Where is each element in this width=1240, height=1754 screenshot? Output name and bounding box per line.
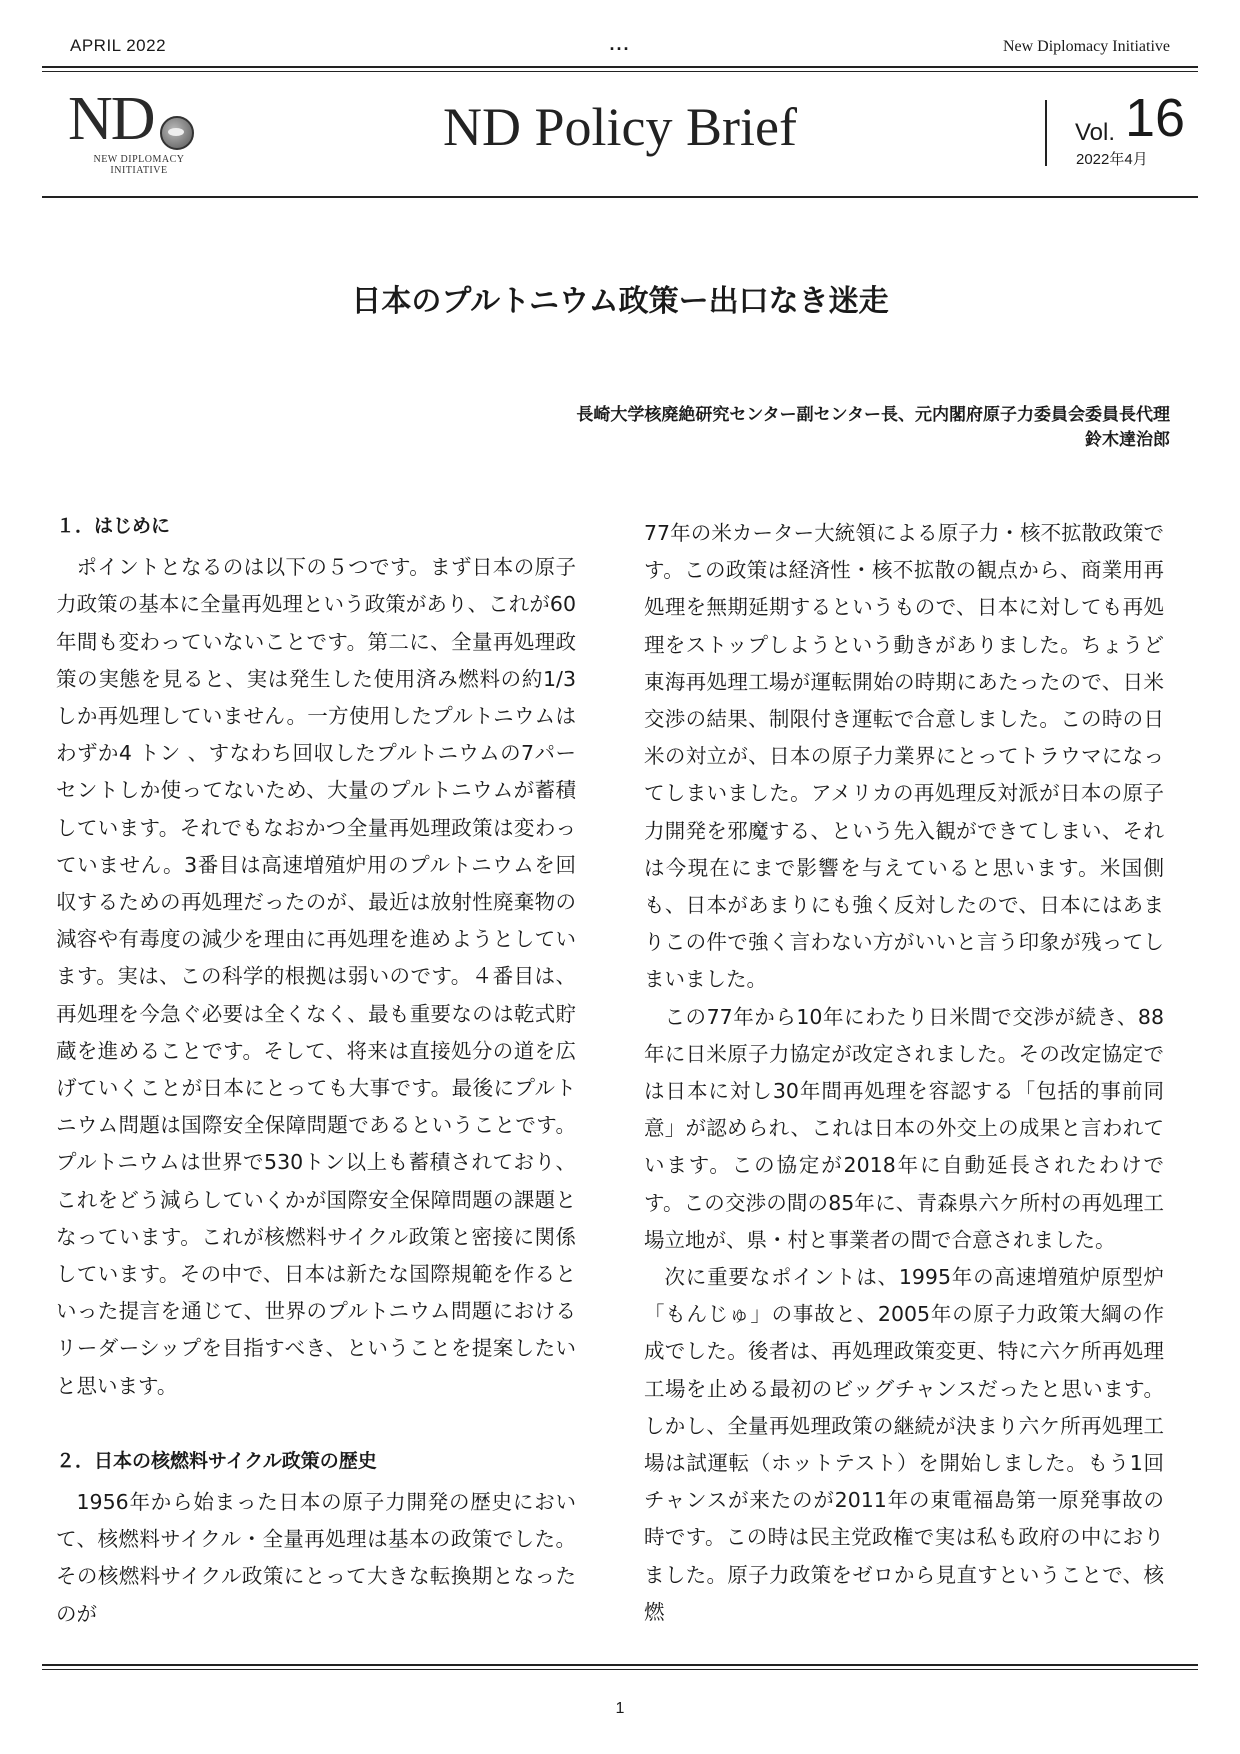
footer-rule <box>42 1664 1198 1666</box>
article-title: 日本のプルトニウム政策ー出口なき迷走 <box>351 284 889 319</box>
masthead-title: ND Policy Brief <box>443 97 797 157</box>
author-affiliation: 長崎大学核廃絶研究センター副センター長、元内閣府原子力委員会委員長代理 <box>576 405 1170 425</box>
nd-logo <box>60 85 210 183</box>
paragraph: この77年から10年にわたり日米間で交渉が続き、88年に日米原子力協定が改定されました。その改定協定では日本に対し30年間再処理を容認する「包括的事前同意」が認められ、これは日本の外交上の成果と言われています。この協定が2018年に自動延長されたわけです。この交渉の間の85年に、青森県六ケ所村の再処理工場立地が、県・村と事業者の間で合意されました。 <box>644 1004 1164 1252</box>
author-name: 鈴木達治郎 <box>1085 430 1170 450</box>
globe-icon <box>160 116 194 150</box>
paragraph: 次に重要なポイントは、1995年の高速増殖炉原型炉「もんじゅ」の事故と、2005年の原子力政策大綱の作成でした。後者は、再処理政策変更、特に六ケ所再処理工場を止める最初のビッグチャンスだったと思います。しかし、全量再処理政策の継続が決まり六ケ所再処理工場は試運転（ホットテスト）を開始しました。もう1回チャンスが来たのが2011年の東電福島第一原発事故の時です。この時は民主党政権で実は私も政府の中におりました。原子力政策をゼロから見直すということで、核燃 <box>644 1265 1164 1624</box>
volume-label: Vol. <box>1075 119 1116 146</box>
volume-number: 16 <box>1125 88 1186 148</box>
volume-date: 2022年4月 <box>1076 151 1148 168</box>
section-heading-history: ２．日本の核燃料サイクル政策の歴史 <box>56 1449 377 1472</box>
paragraph: 77年の米カーター大統領による原子力・核不拡散政策です。この政策は経済性・核不拡散の観点から、商業用再処理を無期延期するというもので、日本に対しても再処理をストップしようという動きがありました。ちょうど東海再処理工場が運転開始の時期にあたったので、日米交渉の結果、制限付き運転で合意しました。この時の日米の対立が、日本の原子力業界にとってトラウマになってしまいました。アメリカの再処理反対派が日本の原子力開発を邪魔する、という先入観ができてしまい、それは今現在にまで影響を与えていると思います。米国側も、日本があまりにも強く反対したので、日本にはあまりこの件で強く言わない方がいいと言う印象が残ってしまいました。 <box>644 521 1164 992</box>
paragraph: 1956年から始まった日本の原子力開発の歴史において、核燃料サイクル・全量再処理は基本の政策でした。その核燃料サイクル政策にとって大きな転換期となったのが <box>56 1490 576 1626</box>
footer-rule-thin <box>42 1669 1198 1670</box>
header-rule <box>42 66 1198 68</box>
section-heading-intro: １．はじめに <box>56 515 171 537</box>
left-column <box>56 508 576 1633</box>
header-rule-thin <box>42 71 1198 72</box>
logo-mark: ND <box>68 85 154 153</box>
paragraph: ポイントとなるのは以下の５つです。まず日本の原子力政策の基本に全量再処理という政策があり、これが60年間も変わっていないことです。第二に、全量再処理政策の実態を見ると、実は発生した使用済み燃料の約1/3しか再処理していません。一方使用したプルトニウムはわずか4 トン 、すなわち回収したプルトニウムの7パーセントしか使ってないため、大量のプルトニウムが蓄積しています。それでもなおかつ全量再処理政策は変わっていません。3番目は高速増殖炉用のプルトニウムを回収するための再処理だったのが、最近は放射性廃棄物の減容や有毒度の減少を理由に再処理を進めようとしています。実は、この科学的根拠は弱いのです。４番目は、再処理を今急ぐ必要は全くなく、最も重要なのは乾式貯蔵を進めることです。そして、将来は直接処分の道を広げていくことが日本にとっても大事です。最後にプルトニウム問題は国際安全保障問題であるということです。プルトニウムは世界で530トン以上も蓄積されており、これをどう減らしていくかが国際安全保障問題の課題となっています。これが核燃料サイクル政策と密接に関係しています。その中で、日本は新たな国際規範を作るといった提言を通じて、世界のプルトニウム問題におけるリーダーシップを目指すべき、ということを提案したいと思います。 <box>56 555 576 1398</box>
header-dots: ... <box>609 34 631 54</box>
header-org-name: New Diplomacy Initiative <box>1002 38 1170 55</box>
volume-divider <box>1045 100 1047 166</box>
logo-subtitle: NEW DIPLOMACY INITIATIVE <box>93 154 185 176</box>
page-number: 1 <box>615 1700 625 1717</box>
masthead-rule <box>42 196 1198 198</box>
right-column <box>644 515 1164 1631</box>
header-date: APRIL 2022 <box>70 36 167 55</box>
